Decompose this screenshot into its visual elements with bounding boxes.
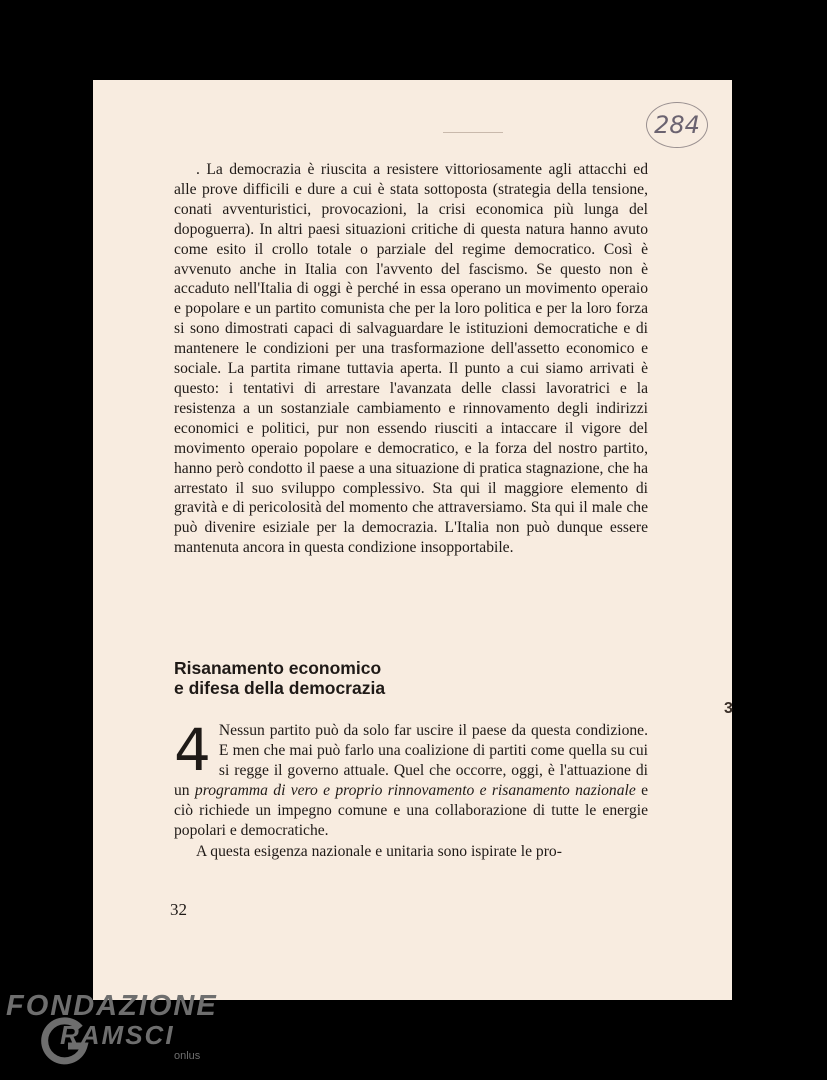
fondazione-gramsci-watermark: [6, 990, 216, 1075]
scanned-page: [93, 80, 732, 1000]
intro-text: [174, 160, 648, 558]
heading-line-2: e difesa della democrazia: [174, 678, 386, 698]
watermark-line-1: FONDAZIONE: [6, 990, 218, 1022]
section-paragraph-1: [174, 716, 648, 842]
section-heading: [174, 658, 648, 698]
watermark-line-2: RAMSCI: [60, 1020, 175, 1050]
watermark-line-3: onlus: [174, 1050, 201, 1062]
archive-stamp: 284: [646, 102, 708, 148]
section-text-a: Nessun partito può da solo far uscire il paese da questa condizione. E men che mai può farlo una coalizione di partiti come quella su cui si regge il governo attuale. Quel che occorre, oggi, è l'attuazione di un: [174, 722, 648, 800]
top-rule: [443, 132, 503, 133]
intro-paragraph: . La democrazia è riuscita a resistere vittoriosamente agli attacchi ed alle prove difficili e dure a cui è stata sottoposta (strategia della tensione, conati avventuristici, provocazioni, la crisi economica più lunga del dopoguerra). In altri paesi situazioni critiche di questa natura hanno avuto come esito il crollo totale o parziale del regime democratico. Così è avvenuto anche in Italia con l'avvento del fascismo. Se questo non è accaduto nell'Italia di oggi è perché in essa operano un movimento operaio e popolare e un partito comunista che per la loro politica e per la loro forza si sono dimostrati capaci di salvaguardare le istituzioni democratiche e di mantenere le condizioni per una trasformazione dell'assetto economico e sociale. La partita rimane tuttavia aperta. Il punto a cui siamo arrivati è questo: i tentativi di arrestare l'avanzata delle classi lavoratrici e la resistenza a un sostanziale cambiamento e rinnovamento degli indirizzi economici e politici, pur non essendo riusciti a intaccare il vigore del movimento operaio popolare e democratico, e la forza del nostro partito, hanno però condotto il paese a una situazione di pratica stagnazione, che ha arrestato il suo sviluppo complessivo. Sta qui il maggiore elemento di gravità e di pericolosità del momento che attraversiamo. Sta qui il male che può divenire esiziale per la democrazia. L'Italia non può dunque essere mantenuta ancora in questa condizione insopportabile.: [174, 161, 648, 557]
heading-line-1: Risanamento economico: [174, 658, 382, 678]
page-number: 32: [170, 900, 187, 919]
section-4-text: [174, 716, 648, 862]
section-paragraph-2: A questa esigenza nazionale e unitaria sono ispirate le pro-: [196, 842, 562, 860]
section-number-dropcap: 4: [174, 716, 211, 784]
section-text-emphasis: programma di vero e proprio rinnovamento e risanamento nazionale: [194, 782, 636, 800]
right-edge-bleed: 3: [724, 700, 733, 717]
section-text-b: e ciò richiede un impegno comune e una collaborazione di tutte le energie popolari e democratiche.: [174, 782, 648, 840]
